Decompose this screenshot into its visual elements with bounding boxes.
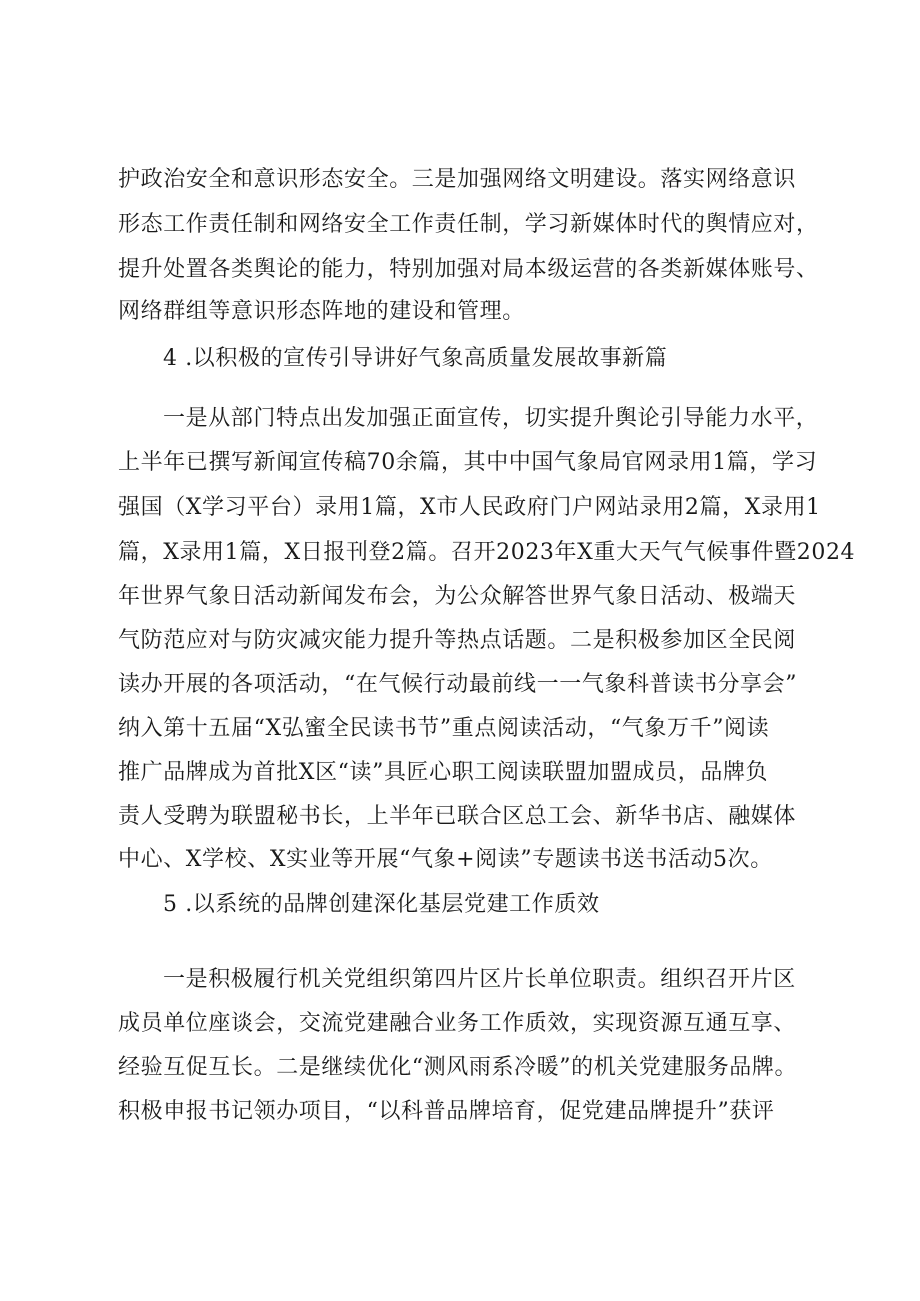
paragraph-line: 年世界气象日活动新闻发布会，为公众解答世界气象日活动、极端天 [118, 584, 797, 609]
paragraph-line: 责人受聘为联盟秘书长，上半年已联合区总工会、新华书店、融媒体 [118, 804, 797, 829]
section-heading-5: 5 .以系统的品牌创建深化基层党建工作质效 [163, 892, 600, 917]
paragraph-line: 气防范应对与防灾减灾能力提升等热点话题。二是积极参加区全民阅 [118, 628, 797, 653]
paragraph-line: 网络群组等意识形态阵地的建设和管理。 [118, 299, 525, 324]
paragraph-line: 成员单位座谈会，交流党建融合业务工作质效，实现资源互通互享、 [118, 1011, 797, 1036]
paragraph-line: 形态工作责任制和网络安全工作责任制，学习新媒体时代的舆情应对， [118, 212, 819, 237]
paragraph-line: 积极申报书记领办项目，“以科普品牌培育，促党建品牌提升”获评 [118, 1099, 775, 1124]
paragraph-line: 中心、X学校、X实业等开展“气象+阅读”专题读书送书活动5次。 [118, 847, 773, 872]
paragraph-line: 经验互促互长。二是继续优化“测风雨系冷暖”的机关党建服务品牌。 [118, 1055, 798, 1080]
paragraph-line: 一是从部门特点出发加强正面宣传，切实提升舆论引导能力水平， [163, 406, 819, 431]
section-heading-4: 4 .以积极的宣传引导讲好气象高质量发展故事新篇 [163, 346, 668, 371]
paragraph-line: 护政治安全和意识形态安全。三是加强网络文明建设。落实网络意识 [118, 167, 797, 192]
paragraph-line: 篇，X录用1篇，X日报刊登2篇。召开2023年X重大天气气候事件暨2024 [118, 540, 856, 565]
paragraph-line: 一是积极履行机关党组织第四片区片长单位职责。组织召开片区 [163, 967, 796, 992]
paragraph-line: 提升处置各类舆论的能力，特别加强对局本级运营的各类新媒体账号、 [118, 257, 819, 282]
paragraph-line: 读办开展的各项活动，“在气候行动最前线一一气象科普读书分享会” [118, 672, 798, 697]
paragraph-line: 强国（X学习平台）录用1篇，X市人民政府门户网站录用2篇，X录用1 [118, 495, 821, 520]
paragraph-line: 纳入第十五届“X弘蜜全民读书节”重点阅读活动，“气象万千”阅读 [118, 716, 770, 741]
paragraph-line: 上半年已撰写新闻宣传稿70余篇，其中中国气象局官网录用1篇，学习 [118, 450, 818, 475]
paragraph-line: 推广品牌成为首批X区“读”具匠心职工阅读联盟加盟成员，品牌负 [118, 760, 769, 785]
